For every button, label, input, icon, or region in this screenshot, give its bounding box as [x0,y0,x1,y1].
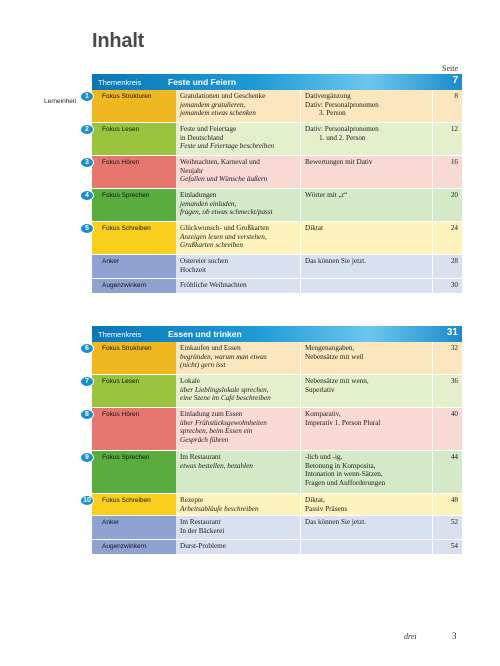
toc-row [92,279,462,294]
section-header-title: Feste und Feiern [168,77,237,87]
page-number: 32 [432,342,462,374]
content-line: Einladung zum Essen [180,410,243,418]
content-line: Ostereier suchen [180,257,229,265]
toc-row [85,451,462,494]
page-number: 24 [432,222,462,254]
footer-page-word: drei [404,632,417,641]
section-header-label: Themenkreis [98,329,142,339]
lerneinheit-number-badge: 1 [80,91,94,102]
content-cell [176,123,300,155]
page-number: 48 [432,494,462,515]
grammar-line: Dativ: Personalpronomen [305,125,379,133]
content-line: über Lieblingslokale sprechen, [180,385,269,394]
grammar-cell [300,451,432,493]
section-essen-und-trinken [83,326,462,555]
content-line: (nicht) gern isst [180,361,226,370]
grammar-line: Dativergänzung [305,92,351,100]
focus-label: Augenzwinkern [92,540,176,554]
content-cell [176,375,300,407]
content-line: jemandem etwas schenken [180,109,256,118]
toc-row [85,222,462,255]
grammar-line: Mengenangaben, [305,344,355,352]
lerneinheit-number-badge: 7 [80,376,94,387]
grammar-line: Imperativ 1. Person Plural [305,418,381,427]
focus-label: Anker [92,516,176,539]
lerneinheit-number-badge: 2 [80,124,94,135]
section-header-page: 31 [446,327,458,338]
content-line: In der Bäckerei [180,526,225,535]
content-cell [176,540,300,554]
content-line: begründen, warum man etwas [180,352,267,361]
focus-label: Fokus Lesen [92,375,176,407]
content-line: Fröhliche Weihnachten [180,281,247,289]
page-number: 30 [432,279,462,293]
content-line: über Frühstücksgewohnheiten [180,418,267,427]
content-line: Gratulationen und Geschenke [180,92,266,100]
grammar-line: Fragen und Aufforderungen [305,478,386,487]
focus-label: Fokus Lesen [92,123,176,155]
grammar-line: Nebensätze mit wenn, [305,377,369,385]
lerneinheit-number-badge: 9 [80,452,94,463]
page-number: 8 [432,90,462,122]
grammar-line: Superlativ [305,385,335,394]
focus-label: Anker [92,255,176,278]
lerneinheit-number-badge: 4 [80,190,94,201]
content-line: Im Restaurant [180,518,221,526]
grammar-line: -lich und -ig, [305,453,343,461]
content-line: Einladungen [180,191,217,199]
grammar-cell [300,408,432,450]
grammar-cell [300,279,432,293]
content-line: Arbeitsabläufe beschreiben [180,504,259,513]
seite-label: Seite [442,64,458,73]
grammar-cell [300,123,432,155]
toc-row [85,375,462,408]
grammar-line: Intonation in wenn-Sätzen, [305,470,383,479]
content-line: Rezepte [180,496,204,504]
content-line: Einkaufen und Essen [180,344,241,352]
content-line: Gespräch führen [180,435,229,444]
content-cell [176,451,300,493]
focus-label: Fokus Hören [92,408,176,450]
section-feste-und-feiern [85,74,462,294]
grammar-cell [300,255,432,278]
focus-label: Fokus Schreiben [92,222,176,254]
content-line: Feste und Feiertage beschreiben [180,142,275,151]
content-line: Grußkarten schreiben [180,241,244,250]
content-cell [176,90,300,122]
section-header [92,326,462,342]
footer-page-number: 3 [452,631,457,641]
content-line: fragen, ob etwas schmeckt/passt [180,208,273,217]
section-rows [83,342,462,555]
focus-label: Fokus Sprechen [92,189,176,221]
content-line: jemanden einladen, [180,199,237,208]
page-number: 52 [432,516,462,539]
content-line: etwas bestellen, bezahlen [180,461,253,470]
section-header-title: Essen und trinken [168,329,242,339]
grammar-line: 3. Person [319,109,346,118]
page-number: 12 [432,123,462,155]
toc-row [85,408,462,451]
toc-row [85,342,462,375]
content-line: eine Szene im Café beschreiben [180,394,271,403]
content-line: Weihnachten, Karneval und [180,158,260,166]
content-cell [176,189,300,221]
content-cell [176,156,300,188]
grammar-cell [300,342,432,374]
content-cell [176,408,300,450]
toc-row [92,255,462,279]
lerneinheit-number-badge: 3 [80,157,94,168]
content-line: in Deutschland [180,133,224,142]
grammar-line: Nebensätze mit weil [305,352,364,361]
content-line: sprechen, beim Essen ein [180,427,253,436]
lerneinheit-number-badge: 10 [80,495,94,506]
content-cell [176,342,300,374]
page-title: Inhalt [92,30,145,52]
content-line: Neujahr [180,166,204,175]
grammar-line: 1. und 2. Person [319,133,366,142]
grammar-cell [300,494,432,515]
content-line: Anzeigen lesen und verstehen, [180,232,267,241]
grammar-line: Das können Sie jetzt. [305,257,367,265]
toc-row [85,90,462,123]
content-line: Feste und Feiertage [180,125,237,133]
grammar-cell [300,90,432,122]
section-header-label: Themenkreis [98,77,142,87]
lerneinheit-number-badge: 5 [80,223,94,234]
grammar-line: Betonung in Komposita, [305,461,376,470]
content-line: Lokale [180,377,200,385]
content-line: Hochzeit [180,265,206,274]
grammar-line: Wörter mit „r“ [305,191,348,199]
page-number: 44 [432,451,462,493]
content-cell [176,494,300,515]
content-cell [176,222,300,254]
grammar-cell [300,222,432,254]
focus-label: Fokus Strukturen [92,90,176,122]
toc-row [85,123,462,156]
page-number: 28 [432,255,462,278]
lerneinheit-label: Lerneinheit [44,98,77,105]
section-header-page: 7 [452,75,458,86]
grammar-line: Diktat, [305,496,325,504]
grammar-cell [300,375,432,407]
focus-label: Fokus Sprechen [92,451,176,493]
grammar-line: Diktat [305,224,323,232]
grammar-line: Komparativ, [305,410,341,418]
section-rows [85,90,462,294]
page-number: 54 [432,540,462,554]
lerneinheit-number-badge: 8 [80,409,94,420]
content-line: Im Restaurant [180,453,221,461]
grammar-line: Dativ: Personalpronomen [305,100,379,109]
lerneinheit-number-badge: 6 [80,343,94,354]
page-number: 40 [432,408,462,450]
focus-label: Augenzwinkern [92,279,176,293]
toc-row [92,540,462,555]
grammar-cell [300,540,432,554]
grammar-cell [300,156,432,188]
grammar-line: Passiv Präsens [305,504,348,513]
page-number: 20 [432,189,462,221]
content-cell [176,516,300,539]
content-line: Gefallen und Wünsche äußern [180,175,268,184]
toc-row [85,156,462,189]
page-number: 36 [432,375,462,407]
page-number: 16 [432,156,462,188]
content-line: jemandem gratulieren, [180,100,246,109]
focus-label: Fokus Strukturen [92,342,176,374]
focus-label: Fokus Schreiben [92,494,176,515]
grammar-line: Das können Sie jetzt. [305,518,367,526]
grammar-cell [300,189,432,221]
grammar-cell [300,516,432,539]
focus-label: Fokus Hören [92,156,176,188]
content-line: Durst-Probleme [180,542,226,550]
content-line: Glückwunsch- und Grußkarten [180,224,270,232]
section-header [92,74,462,90]
content-cell [176,279,300,293]
toc-row [92,516,462,540]
grammar-line: Bewertungen mit Dativ [305,158,373,166]
content-cell [176,255,300,278]
toc-row [83,494,462,516]
toc-row [85,189,462,222]
